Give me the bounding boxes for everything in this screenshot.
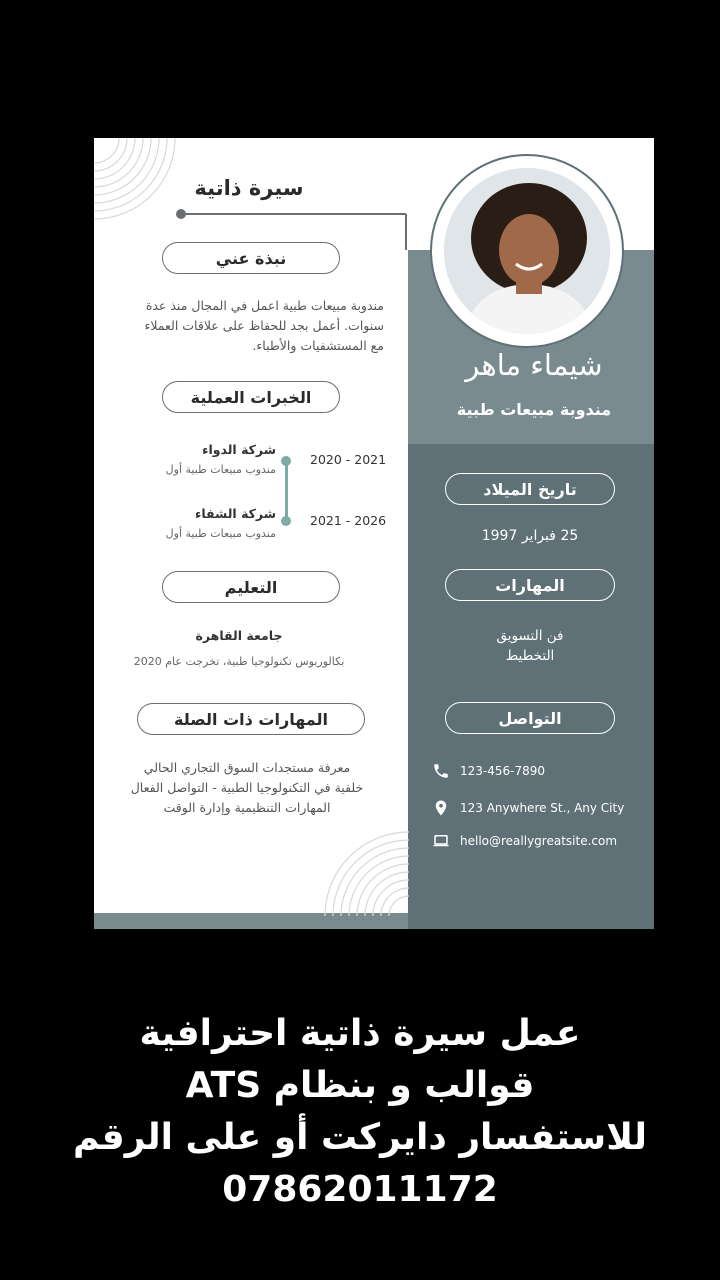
sidebar-panel: [408, 444, 654, 929]
section-heading-about: نبذة عني: [162, 242, 340, 274]
resume-card: [94, 138, 654, 929]
email-text: hello@reallygreatsite.com: [460, 834, 618, 848]
skills-text: [425, 626, 635, 666]
contact-email: [432, 831, 617, 851]
experience-item: [124, 504, 276, 544]
page-title: سيرة ذاتية: [194, 176, 304, 200]
person-name: شيماء ماهر: [465, 348, 603, 382]
promo-text: [0, 1008, 720, 1216]
school-name: جامعة القاهرة: [195, 628, 283, 643]
skill-line: خلفية في التكنولوجيا الطبية - التواصل الفعال: [130, 780, 364, 795]
section-heading-education: التعليم: [162, 571, 340, 603]
location-pin-icon: [432, 799, 450, 817]
contact-address: [432, 798, 624, 818]
address-text: 123 Anywhere St., Any City: [460, 801, 625, 815]
phone-text: 123-456-7890: [460, 764, 546, 778]
company-name: شركة الدواء: [202, 442, 276, 457]
about-line: مع المستشفيات والأطباء.: [252, 338, 384, 353]
education-text: [114, 626, 364, 672]
section-heading-related-skills: المهارات ذات الصلة: [137, 703, 365, 735]
section-heading-skills: المهارات: [445, 569, 615, 601]
promo-line: للاستفسار دايركت أو على الرقم: [72, 1117, 648, 1158]
job-role: مندوب مبيعات طبية أول: [165, 463, 276, 476]
timeline-dot: [281, 516, 291, 526]
years-text: 2021 - 2026: [310, 513, 387, 528]
promo-line: عمل سيرة ذاتية احترافية: [139, 1013, 581, 1054]
decorative-rings-icon: [319, 826, 409, 916]
years-text: 2020 - 2021: [310, 452, 387, 467]
about-line: سنوات. أعمل بجد للحفاظ على علاقات العملاء: [144, 318, 384, 333]
job-role: مندوب مبيعات طبية أول: [165, 527, 276, 540]
skill-line: التخطيط: [505, 648, 555, 664]
promo-phone: 07862011172: [222, 1169, 498, 1210]
timeline-dot: [281, 456, 291, 466]
job-title: مندوبة مبيعات طبية: [456, 400, 612, 419]
portrait-icon: [444, 168, 610, 334]
phone-icon: [432, 762, 450, 780]
section-heading-contact: التواصل: [445, 702, 615, 734]
company-name: شركة الشفاء: [194, 506, 276, 521]
related-skills-text: [112, 758, 382, 818]
contact-phone: [432, 761, 545, 781]
birth-date: 25 فبراير 1997: [481, 528, 579, 544]
about-text: [112, 296, 384, 356]
laptop-icon: [432, 832, 450, 850]
skill-line: المهارات التنظيمية وإدارة الوقت: [163, 800, 331, 815]
section-heading-birth: تاريخ الميلاد: [445, 473, 615, 505]
section-heading-experience: الخبرات العملية: [162, 381, 340, 413]
experience-item: [124, 440, 276, 480]
experience-years: [310, 452, 386, 467]
skill-line: معرفة مستجدات السوق التجاري الحالي: [143, 760, 351, 775]
about-line: مندوبة مبيعات طبية اعمل في المجال منذ عدة: [145, 298, 384, 313]
timeline-line: [285, 460, 288, 521]
avatar: [444, 168, 610, 334]
experience-years: [310, 513, 386, 528]
promo-line: قوالب و بنظام ATS: [185, 1065, 535, 1106]
skill-line: فن التسويق: [496, 628, 564, 644]
degree-text: بكالوريوس تكنولوجيا طبية، تخرجت عام 2020: [133, 655, 345, 668]
